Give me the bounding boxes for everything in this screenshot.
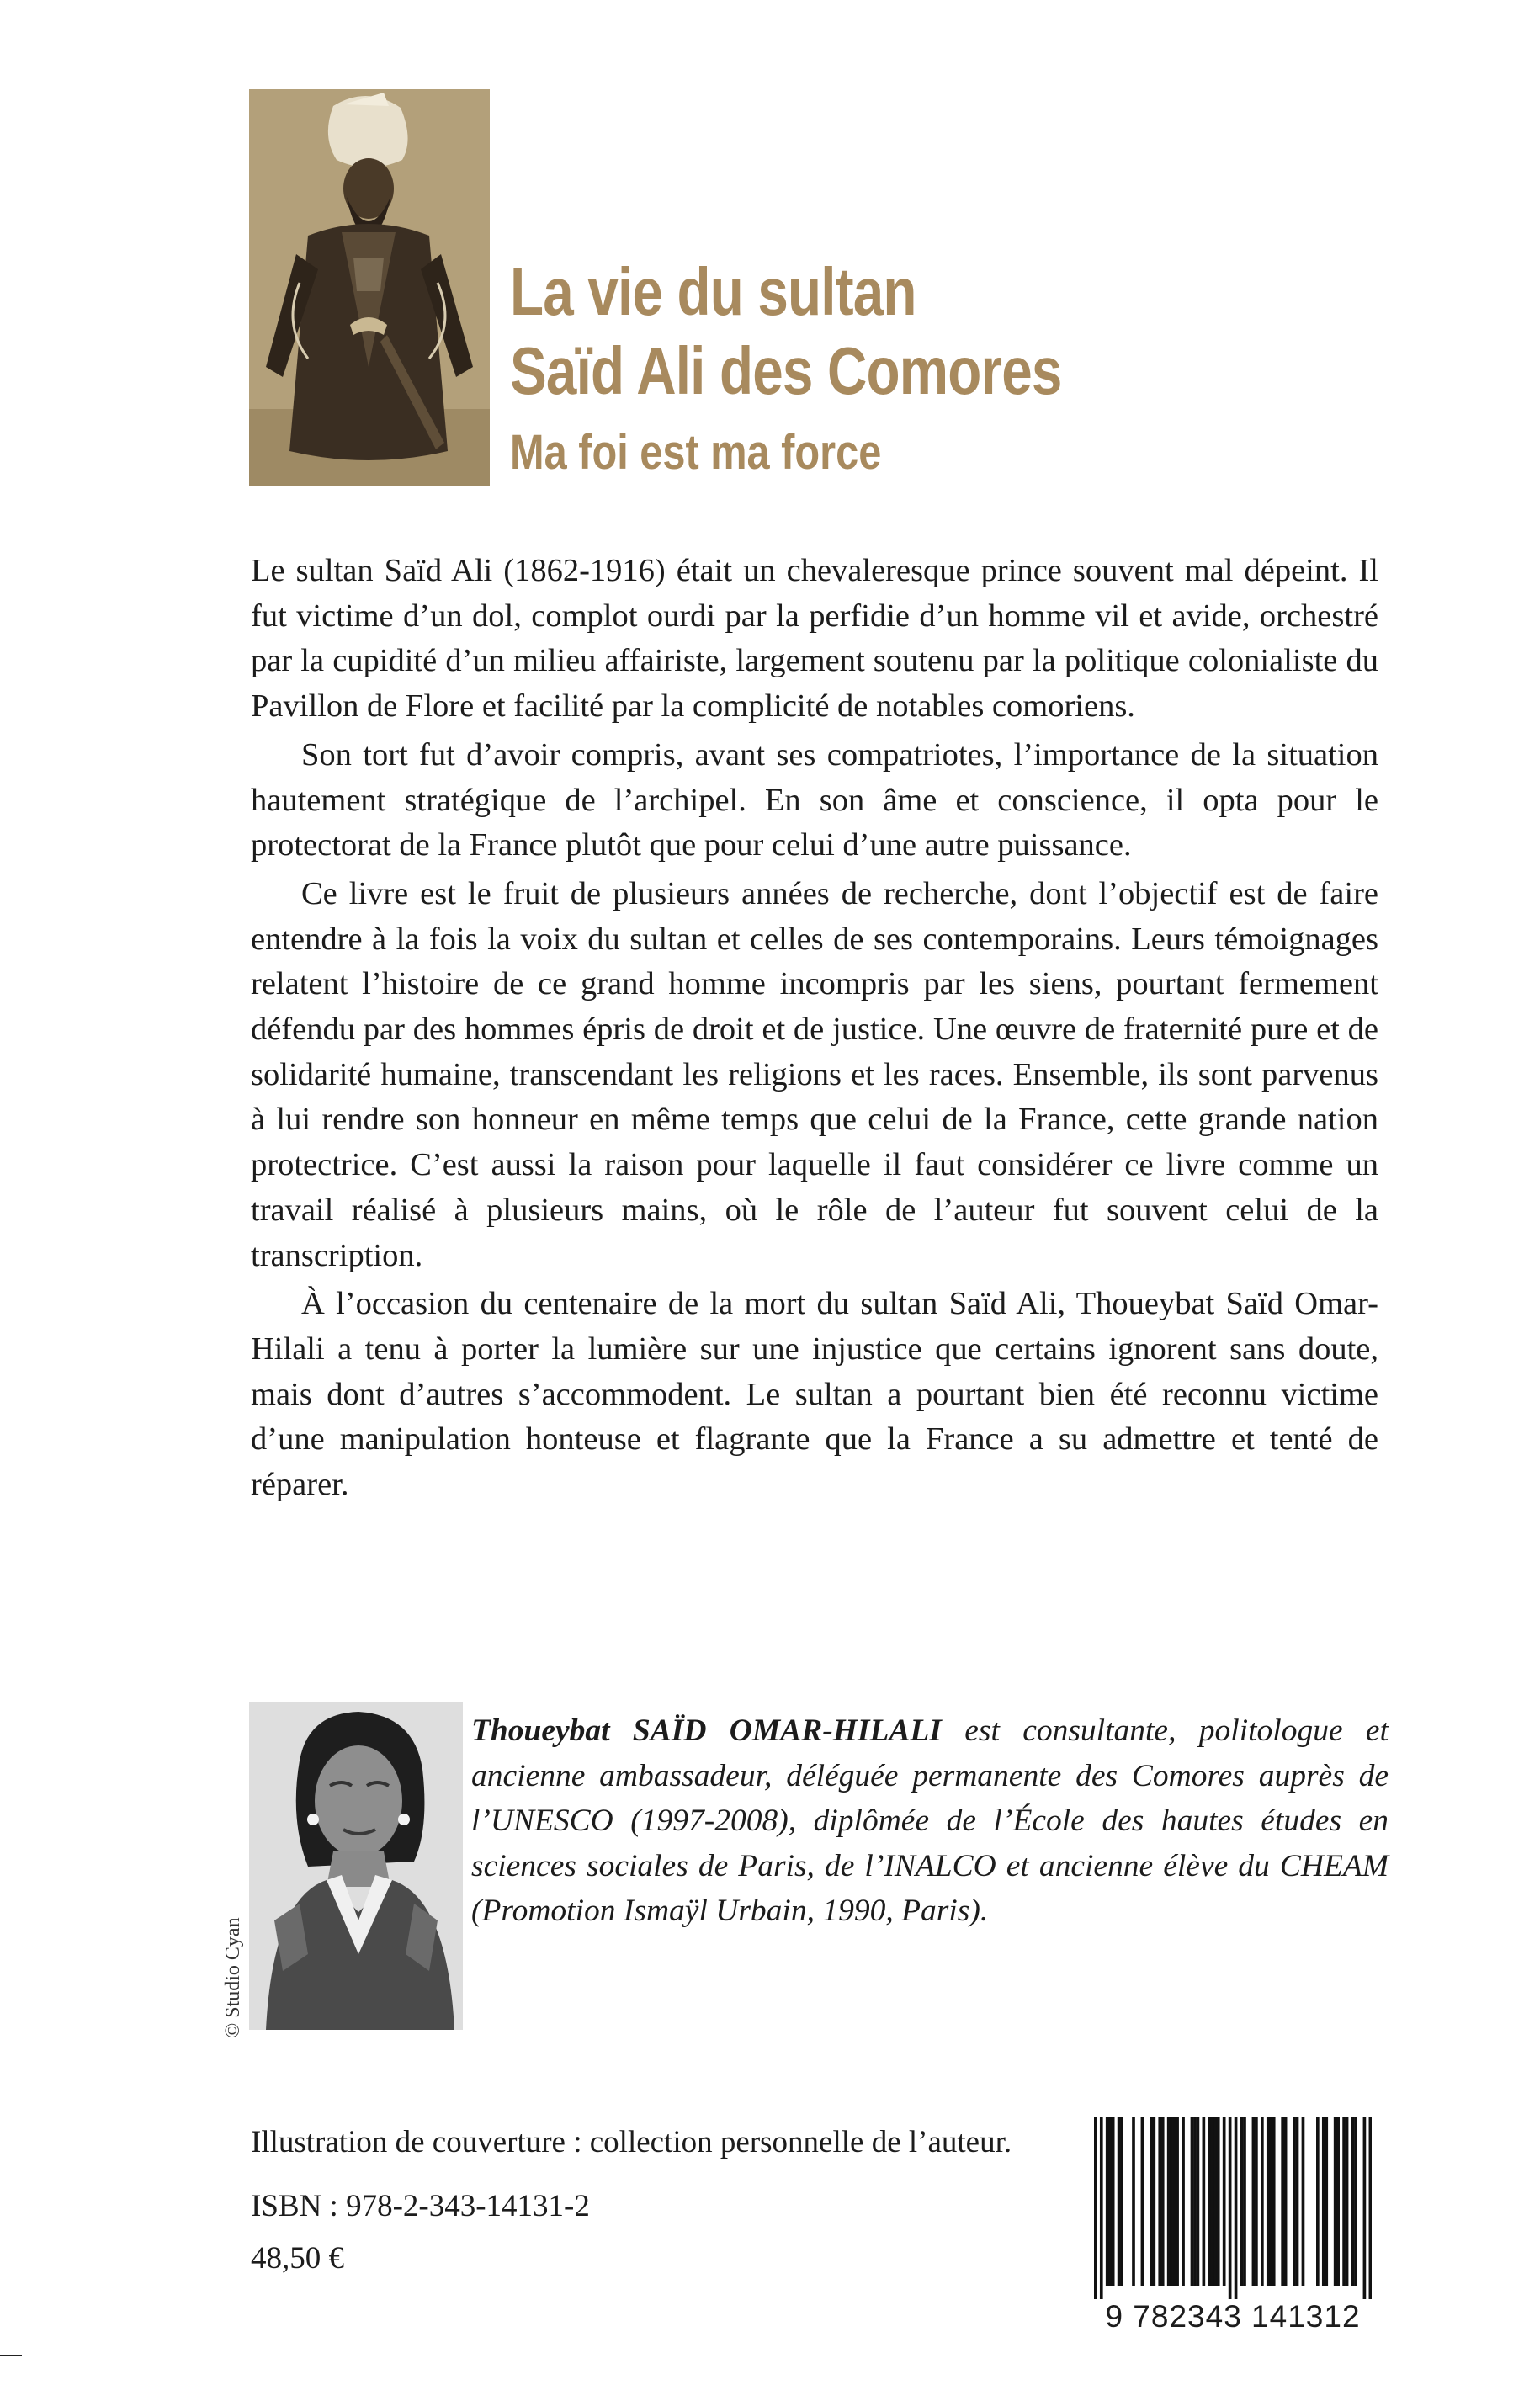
barcode-bar xyxy=(1336,2117,1340,2286)
book-title-block xyxy=(510,252,1351,486)
barcode-bar xyxy=(1161,2117,1165,2286)
barcode-bar xyxy=(1193,2117,1197,2286)
barcode-bar xyxy=(1094,2117,1097,2299)
barcode-bar xyxy=(1281,2117,1284,2286)
barcode-bar xyxy=(1293,2117,1296,2286)
book-title-line-1: La vie du sultan xyxy=(510,254,916,329)
barcode-bar xyxy=(1170,2117,1173,2286)
barcode-bar xyxy=(1112,2117,1115,2286)
barcode-bar xyxy=(1152,2117,1155,2286)
synopsis-paragraph-2: Son tort fut d’avoir compris, avant ses compatriotes, l’importance de la situation hautement stratégique de l’archipel. En son âme et conscience, il opta pour le protectorat de la France plutôt que pour celui d’une autre puissance. xyxy=(251,736,1378,863)
isbn-barcode xyxy=(1079,2117,1387,2338)
barcode-bar xyxy=(1240,2117,1244,2286)
barcode-bar xyxy=(1252,2117,1256,2286)
barcode-bar xyxy=(1272,2117,1276,2286)
barcode-bar xyxy=(1296,2117,1299,2286)
barcode-bar xyxy=(1120,2117,1123,2286)
barcode-bar xyxy=(1243,2117,1246,2286)
barcode-bar xyxy=(1255,2117,1258,2286)
cover-illustration-credit: Illustration de couverture : collection personnelle de l’auteur. xyxy=(251,2125,1012,2159)
synopsis-paragraph-3: Ce livre est le fruit de plusieurs années de recherche, dont l’objectif est de faire entendre à la fois la voix du sultan et celles de ses contemporains. Leurs témoignages relatent l’histoire de ce grand homme incompris par les siens, pourtant fermement défendu par des hommes épris de droit et de justice. Une œuvre de fraternité pure et de solidarité humaine, transcendant les religions et les races. Ensemble, ils sont parvenus à lui rendre son honneur en même temps que celui de la France, cette grande nation protectrice. C’est aussi la raison pour laquelle il faut considérer ce livre comme un travail réalisé à plusieurs mains, où le rôle de l’auteur fut souvent celui de la transcription. xyxy=(251,875,1378,1273)
barcode-bar xyxy=(1203,2117,1206,2286)
barcode-bar xyxy=(1217,2117,1220,2286)
barcode-bar xyxy=(1213,2117,1217,2286)
barcode-digits: 9 782343 141312 xyxy=(1105,2299,1361,2334)
barcode-bar xyxy=(1132,2117,1135,2286)
barcode-bar xyxy=(1106,2117,1109,2286)
barcode-bar xyxy=(1108,2117,1112,2286)
barcode-bar xyxy=(1176,2117,1179,2286)
photo-credit: © Studio Cyan xyxy=(222,1917,244,2038)
synopsis-text xyxy=(251,549,1378,1511)
sultan-portrait-photo xyxy=(249,89,490,486)
barcode-bar xyxy=(1369,2117,1372,2299)
barcode-bar xyxy=(1118,2117,1121,2286)
barcode-bar xyxy=(1197,2117,1200,2286)
barcode-bar xyxy=(1334,2117,1337,2286)
barcode-bar xyxy=(1182,2117,1185,2286)
book-title-line-2: Saïd Ali des Comores xyxy=(510,333,1062,408)
barcode-bar xyxy=(1208,2117,1211,2286)
barcode-bar xyxy=(1141,2117,1144,2286)
barcode-bar xyxy=(1167,2117,1171,2286)
barcode-bar xyxy=(1100,2117,1103,2299)
barcode-bar xyxy=(1284,2117,1288,2286)
barcode-bar xyxy=(1261,2117,1264,2286)
crop-mark xyxy=(0,2355,22,2356)
author-portrait-photo xyxy=(249,1702,463,2030)
synopsis-paragraph-1: Le sultan Saïd Ali (1862-1916) était un chevaleresque prince souvent mal dépeint. Il fut victime d’un dol, complot ourdi par la perfidie d’un homme vil et avide, orchestré par la cupidité d’un milieu affairiste, largement soutenu par la politique colonialiste du Pavillon de Flore et facilité par la complicité de notables comoriens. xyxy=(251,553,1378,725)
barcode-bar xyxy=(1316,2117,1320,2286)
isbn-text: ISBN : 978-2-343-14131-2 xyxy=(251,2189,590,2223)
barcode-bar xyxy=(1269,2117,1272,2286)
barcode-bar xyxy=(1325,2117,1328,2286)
author-bio xyxy=(471,1708,1389,1934)
barcode-bar xyxy=(1229,2117,1232,2299)
author-name: Thoueybat SAÏD OMAR-HILALI xyxy=(471,1713,942,1748)
barcode-bar xyxy=(1363,2117,1367,2299)
author-bio-text: est consultante, politologue et ancienne ambassadeur, déléguée permanente des Comores auprès de l’UNESCO (1997-2008), diplômée de l’École des hautes études en sciences sociales de Paris, de l’INALCO et ancienne élève du CHEAM (Promotion Ismaÿl Urbain, 1990, Paris). xyxy=(471,1713,1389,1928)
synopsis-paragraph-4: À l’occasion du centenaire de la mort du sultan Saïd Ali, Thoueybat Saïd Omar-Hilali a tenu à porter la lumière sur une injustice que certains ignorent sans doute, mais dont d’autres s’accommodent. Le sultan a pourtant bien été reconnu victime d’une manipulation honteuse et flagrante que la France a su admettre et tenté de réparer. xyxy=(251,1286,1378,1503)
barcode-bar xyxy=(1322,2117,1325,2286)
barcode-bar xyxy=(1211,2117,1214,2286)
barcode-bar xyxy=(1191,2117,1194,2286)
barcode-bar xyxy=(1302,2117,1305,2286)
barcode-bar xyxy=(1150,2117,1153,2286)
book-subtitle: Ma foi est ma force xyxy=(510,425,882,480)
barcode-bar xyxy=(1158,2117,1161,2286)
price-text: 48,50 € xyxy=(251,2241,344,2276)
barcode-bar xyxy=(1223,2117,1226,2286)
barcode-bar xyxy=(1235,2117,1238,2299)
barcode-bar xyxy=(1173,2117,1176,2286)
barcode-bar xyxy=(1346,2117,1349,2286)
barcode-bars xyxy=(1094,2117,1372,2299)
barcode-bar xyxy=(1354,2117,1357,2286)
barcode-bar xyxy=(1267,2117,1270,2286)
barcode-bar xyxy=(1342,2117,1346,2286)
barcode-bar xyxy=(1351,2117,1355,2286)
